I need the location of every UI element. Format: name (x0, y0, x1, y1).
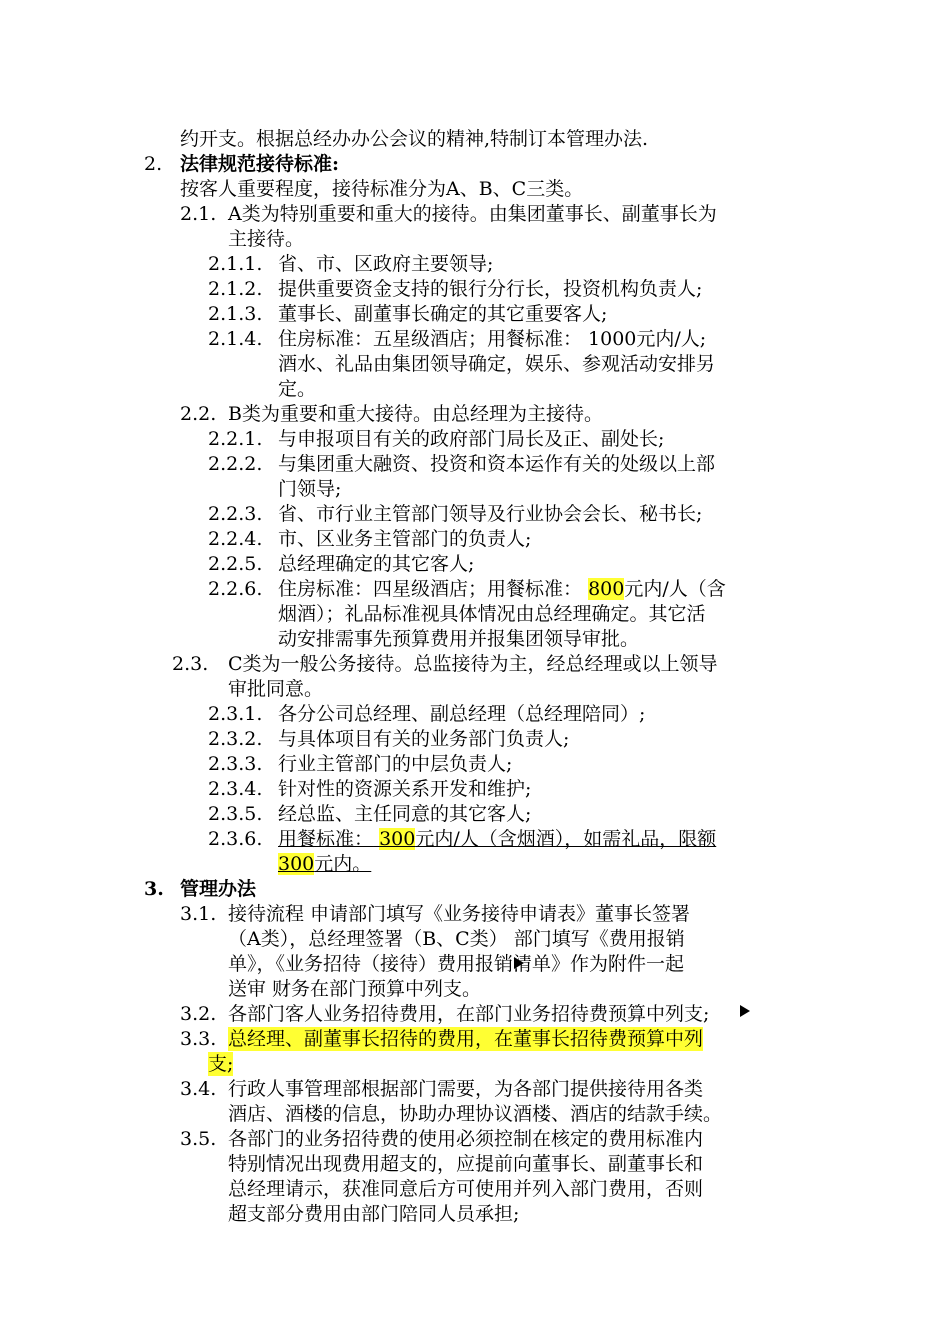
item-2-3-3-text: 行业主管部门的中层负责人; (278, 753, 513, 775)
item-3-1-text-cont2: 单》，《业务招待（接待）费用报销清单》作为附件一起 (228, 953, 685, 975)
item-2-1-4-text: 住房标准：五星级酒店；用餐标准： 1000元内/人; (278, 328, 707, 350)
item-2-1-text-cont: 主接待。 (228, 228, 305, 250)
item-2-3-6-pre: 用餐标准： (278, 828, 374, 850)
section-2-intro: 按客人重要程度，接待标准分为A、B、C三类。 (180, 178, 584, 200)
item-2-3-5-number: 2.3.5. (208, 803, 263, 825)
item-3-5-number: 3.5. (180, 1128, 217, 1150)
item-2-3-1-text: 各分公司总经理、副总经理（总经理陪同）; (278, 703, 646, 725)
item-2-2-5-text: 总经理确定的其它客人; (278, 553, 475, 575)
item-2-2-2-number: 2.2.2. (208, 453, 263, 475)
item-2-2-number: 2.2. (180, 403, 217, 425)
item-2-1-4-number: 2.1.4. (208, 328, 263, 350)
flow-arrow-icon (740, 1005, 750, 1017)
item-3-3-text-cont-highlight: 支; (208, 1053, 234, 1075)
item-3-1-text-cont3: 送审 财务在部门预算中列支。 (228, 978, 482, 1000)
item-3-5-text-cont2: 总经理请示，获准同意后方可使用并列入部门费用，否则 (228, 1178, 704, 1200)
item-3-4-text-cont: 酒店、酒楼的信息，协助办理协议酒楼、酒店的结款手续。 (228, 1103, 723, 1125)
item-2-2-6-text-cont: 烟酒）；礼品标准视具体情况由总经理确定。其它活 (278, 603, 706, 625)
item-2-1-1-number: 2.1.1. (208, 253, 263, 275)
flow-arrow-icon (514, 957, 524, 969)
item-2-3-text: C类为一般公务接待。总监接待为主，经总经理或以上领导 (228, 653, 718, 675)
item-2-1-2-number: 2.1.2. (208, 278, 263, 300)
item-2-2-4-text: 市、区业务主管部门的负责人; (278, 528, 532, 550)
item-2-1-3-number: 2.1.3. (208, 303, 263, 325)
item-2-2-6-post: 元内/人（含 (624, 578, 726, 600)
item-2-1-3-text: 董事长、副董事长确定的其它重要客人; (278, 303, 608, 325)
item-2-3-6-number: 2.3.6. (208, 828, 263, 850)
item-2-1-number: 2.1. (180, 203, 217, 225)
item-2-2-text: B类为重要和重大接待。由总经理为主接待。 (228, 403, 603, 425)
item-2-2-3-number: 2.2.3. (208, 503, 263, 525)
item-2-1-1-text: 省、市、区政府主要领导; (278, 253, 494, 275)
item-2-3-6-text-cont (278, 852, 371, 876)
item-2-2-2-text-cont: 门领导; (278, 478, 342, 500)
item-2-3-3-number: 2.3.3. (208, 753, 263, 775)
item-2-3-number: 2.3. (172, 653, 209, 675)
item-2-3-text-cont: 审批同意。 (228, 678, 324, 700)
section-2-title: 法律规范接待标准: (180, 153, 340, 175)
item-2-3-5-text: 经总监、主任同意的其它客人; (278, 803, 532, 825)
item-3-5-text: 各部门的业务招待费的使用必须控制在核定的费用标准内 (228, 1128, 704, 1150)
item-2-1-4-text-cont: 酒水、礼品由集团领导确定，娱乐、参观活动安排另 (278, 353, 716, 375)
item-2-2-1-text: 与申报项目有关的政府部门局长及正、副处长; (278, 428, 665, 450)
section-3-number: 3. (144, 878, 164, 900)
amount-300-highlight: 300 (379, 828, 416, 850)
item-2-1-text: A类为特别重要和重大的接待。由集团董事长、副董事长为 (228, 203, 717, 225)
item-2-2-1-number: 2.2.1. (208, 428, 263, 450)
item-2-3-2-number: 2.3.2. (208, 728, 263, 750)
item-2-1-2-text: 提供重要资金支持的银行分行长，投资机构负责人; (278, 278, 703, 300)
amount-800-highlight: 800 (588, 578, 625, 600)
item-2-2-6-pre: 住房标准：四星级酒店；用餐标准： (278, 578, 583, 600)
item-2-3-6-text (278, 827, 716, 851)
item-3-5-text-cont3: 超支部分费用由部门陪同人员承担; (228, 1203, 520, 1225)
item-3-4-text: 行政人事管理部根据部门需要，为各部门提供接待用各类 (228, 1078, 704, 1100)
item-2-2-6-text (278, 577, 726, 601)
item-3-1-number: 3.1. (180, 903, 217, 925)
item-3-4-number: 3.4. (180, 1078, 217, 1100)
amount-300-highlight-2: 300 (278, 853, 315, 875)
item-2-2-6-number: 2.2.6. (208, 578, 263, 600)
item-3-2-text: 各部门客人业务招待费用，在部门业务招待费预算中列支; (228, 1003, 710, 1025)
item-3-5-text-cont: 特别情况出现费用超支的，应提前向董事长、副董事长和 (228, 1153, 704, 1175)
section-3-title: 管理办法 (180, 878, 257, 900)
item-2-2-5-number: 2.2.5. (208, 553, 263, 575)
item-3-2-number: 3.2. (180, 1003, 217, 1025)
item-2-1-4-text-cont2: 定。 (278, 378, 317, 400)
item-2-3-2-text: 与具体项目有关的业务部门负责人; (278, 728, 570, 750)
item-2-2-3-text: 省、市行业主管部门领导及行业协会会长、秘书长; (278, 503, 703, 525)
item-3-1-text: 接待流程 申请部门填写《业务接待申请表》董事长签署 (228, 903, 691, 925)
item-3-3-number: 3.3. (180, 1028, 217, 1050)
section-2-number: 2. (144, 153, 163, 175)
item-2-2-2-text: 与集团重大融资、投资和资本运作有关的处级以上部 (278, 453, 716, 475)
item-3-1-text-cont: （A类），总经理签署（B、C类） 部门填写《费用报销 (228, 928, 685, 950)
item-2-3-6-post2: 元内。 (314, 853, 372, 875)
intro-line: 约开支。根据总经办办公会议的精神,特制订本管理办法. (180, 128, 649, 150)
item-2-3-4-number: 2.3.4. (208, 778, 263, 800)
item-2-2-6-text-cont2: 动安排需事先预算费用并报集团领导审批。 (278, 628, 640, 650)
item-2-3-1-number: 2.3.1. (208, 703, 263, 725)
item-2-2-4-number: 2.2.4. (208, 528, 263, 550)
item-2-3-4-text: 针对性的资源关系开发和维护; (278, 778, 532, 800)
item-2-3-6-post: 元内/人（含烟酒），如需礼品，限额 (415, 828, 717, 850)
item-3-3-text-highlight: 总经理、副董事长招待的费用，在董事长招待费预算中列 (228, 1028, 704, 1050)
